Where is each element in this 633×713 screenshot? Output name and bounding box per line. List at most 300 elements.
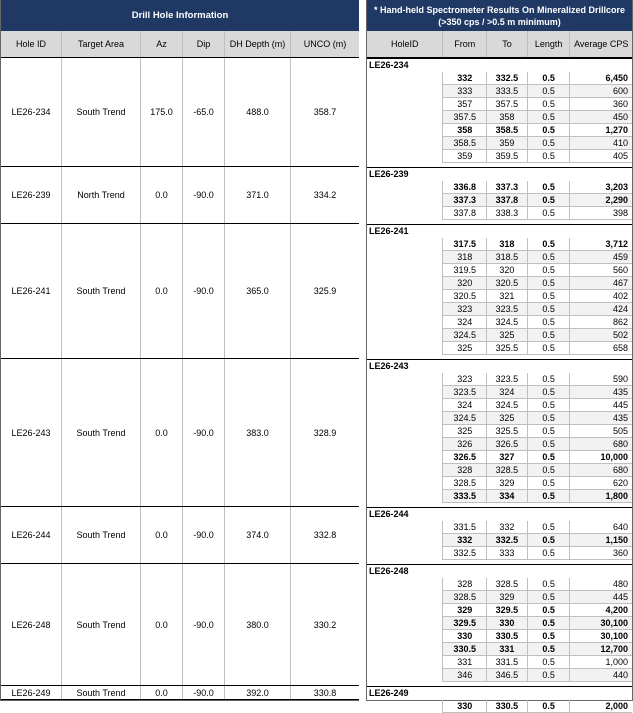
result-length-cell: 0.5 [528,238,571,251]
result-cps-cell: 12,700 [570,643,632,656]
result-to-cell: 324 [487,386,528,399]
result-length-cell: 0.5 [528,329,571,342]
result-from-cell: 324 [443,316,487,329]
header-dip: Dip [183,31,225,57]
result-from-cell: 333.5 [443,490,487,503]
drill-hole-target-cell: South Trend [62,507,141,563]
result-from-cell: 357.5 [443,111,487,124]
result-to-cell: 333 [487,547,528,560]
drill-hole-az-cell: 0.0 [141,686,183,699]
result-row [367,669,632,682]
drill-hole-id-cell: LE26-241 [1,224,62,358]
result-from-cell: 323.5 [443,386,487,399]
drill-hole-table-header [1,31,359,58]
result-holeid-cell [367,124,443,137]
result-cps-cell: 1,150 [570,534,632,547]
result-cps-cell: 1,000 [570,656,632,669]
result-length-cell: 0.5 [528,490,571,503]
result-length-cell: 0.5 [528,251,571,264]
result-cps-cell: 10,000 [570,451,632,464]
result-to-cell: 330 [487,617,528,630]
result-from-cell: 329 [443,604,487,617]
drill-hole-row [1,224,359,359]
result-row [367,578,632,591]
result-from-cell: 337.8 [443,207,487,220]
result-from-cell: 325 [443,342,487,355]
result-to-cell: 329.5 [487,604,528,617]
result-holeid-cell [367,656,443,669]
header-hole-id: Hole ID [1,31,62,57]
result-cps-cell: 435 [570,412,632,425]
result-from-cell: 326.5 [443,451,487,464]
result-from-cell: 324.5 [443,412,487,425]
drill-hole-unco-cell: 330.8 [313,687,337,698]
result-cps-cell: 600 [570,85,632,98]
result-row [367,194,632,207]
drill-hole-dip-cell: -90.0 [183,224,225,358]
header-to: To [487,31,528,57]
result-row [367,251,632,264]
result-length-cell: 0.5 [528,464,571,477]
result-from-cell: 333 [443,85,487,98]
result-row [367,464,632,477]
result-holeid-cell [367,277,443,290]
result-to-cell: 332 [487,521,528,534]
result-to-cell: 318.5 [487,251,528,264]
result-cps-cell: 440 [570,669,632,682]
result-hole-label: LE26-244 [367,507,632,520]
result-holeid-cell [367,373,443,386]
result-from-cell: 319.5 [443,264,487,277]
result-length-cell: 0.5 [528,98,571,111]
result-cps-cell: 1,800 [570,490,632,503]
result-length-cell: 0.5 [528,303,571,316]
drill-hole-table-title [1,0,359,31]
drill-hole-dip-cell: -90.0 [183,359,225,506]
result-hole-label: LE26-234 [367,58,632,71]
result-length-cell: 0.5 [528,137,571,150]
result-cps-cell: 402 [570,290,632,303]
result-holeid-cell [367,477,443,490]
result-length-cell: 0.5 [528,72,571,85]
result-from-cell: 328 [443,464,487,477]
result-length-cell: 0.5 [528,386,571,399]
drill-hole-unco-cell: 332.8 [313,530,337,540]
result-row [367,72,632,85]
drill-hole-target-cell: South Trend [62,224,141,358]
result-from-cell: 318 [443,251,487,264]
result-cps-cell: 1,270 [570,124,632,137]
result-holeid-cell [367,451,443,464]
result-row [367,604,632,617]
result-holeid-cell [367,290,443,303]
result-length-cell: 0.5 [528,342,571,355]
drill-hole-az-cell: 0.0 [141,359,183,506]
result-holeid-cell [367,534,443,547]
result-row [367,303,632,316]
result-holeid-cell [367,194,443,207]
result-holeid-cell [367,316,443,329]
result-to-cell: 328.5 [487,464,528,477]
result-from-cell: 328.5 [443,477,487,490]
result-cps-cell: 480 [570,578,632,591]
result-to-cell: 325 [487,412,528,425]
result-length-cell: 0.5 [528,669,571,682]
spectrometer-title-line2: (>350 cps / >0.5 m minimum) [438,16,561,27]
result-length-cell: 0.5 [528,578,571,591]
result-holeid-cell [367,264,443,277]
result-row [367,386,632,399]
drill-hole-depth-cell: 374.0 [225,507,291,563]
result-length-cell: 0.5 [528,547,571,560]
drill-hole-row [1,58,359,167]
drill-hole-dip-cell: -90.0 [183,564,225,685]
result-row [367,342,632,355]
result-hole-label: LE26-243 [367,359,632,372]
result-row [367,207,632,220]
result-hole-label: LE26-249 [367,686,632,699]
result-row [367,412,632,425]
result-holeid-cell [367,303,443,316]
result-length-cell: 0.5 [528,85,571,98]
result-to-cell: 346.5 [487,669,528,682]
result-row [367,85,632,98]
result-to-cell: 320 [487,264,528,277]
result-row [367,150,632,163]
result-from-cell: 330.5 [443,643,487,656]
result-length-cell: 0.5 [528,124,571,137]
result-to-cell: 326.5 [487,438,528,451]
result-from-cell: 324 [443,399,487,412]
result-length-cell: 0.5 [528,290,571,303]
result-row [367,700,632,713]
result-row [367,111,632,124]
result-length-cell: 0.5 [528,111,571,124]
result-from-cell: 329.5 [443,617,487,630]
result-holeid-cell [367,412,443,425]
result-length-cell: 0.5 [528,438,571,451]
result-holeid-cell [367,604,443,617]
result-holeid-cell [367,150,443,163]
result-from-cell: 332 [443,534,487,547]
result-row [367,124,632,137]
result-holeid-cell [367,329,443,342]
drill-hole-dip-cell: -90.0 [183,507,225,563]
result-to-cell: 332.5 [487,72,528,85]
result-to-cell: 325 [487,329,528,342]
result-to-cell: 331 [487,643,528,656]
result-to-cell: 337.3 [487,181,528,194]
result-holeid-cell [367,630,443,643]
result-row [367,264,632,277]
result-to-cell: 324.5 [487,399,528,412]
drill-hole-target-cell: South Trend [62,686,141,699]
result-from-cell: 336.8 [443,181,487,194]
result-cps-cell: 590 [570,373,632,386]
result-from-cell: 331 [443,656,487,669]
result-holeid-cell [367,700,443,713]
result-holeid-cell [367,399,443,412]
result-cps-cell: 2,290 [570,194,632,207]
result-length-cell: 0.5 [528,399,571,412]
result-to-cell: 320.5 [487,277,528,290]
result-row [367,547,632,560]
result-to-cell: 321 [487,290,528,303]
result-holeid-cell [367,643,443,656]
result-holeid-cell [367,181,443,194]
result-row [367,630,632,643]
result-from-cell: 358 [443,124,487,137]
result-to-cell: 334 [487,490,528,503]
result-cps-cell: 658 [570,342,632,355]
result-holeid-cell [367,251,443,264]
result-from-cell: 328 [443,578,487,591]
result-row [367,656,632,669]
result-from-cell: 326 [443,438,487,451]
result-holeid-cell [367,207,443,220]
result-cps-cell: 360 [570,98,632,111]
result-to-cell: 338.3 [487,207,528,220]
header-from: From [443,31,487,57]
drill-hole-row [1,564,359,686]
header-holeid: HoleID [367,31,443,57]
result-holeid-cell [367,521,443,534]
result-cps-cell: 505 [570,425,632,438]
result-holeid-cell [367,386,443,399]
result-cps-cell: 30,100 [570,617,632,630]
result-cps-cell: 560 [570,264,632,277]
result-row [367,137,632,150]
result-from-cell: 331.5 [443,521,487,534]
drill-hole-id-cell: LE26-243 [1,359,62,506]
result-row [367,534,632,547]
result-from-cell: 324.5 [443,329,487,342]
result-to-cell: 323.5 [487,373,528,386]
result-cps-cell: 405 [570,150,632,163]
result-row [367,181,632,194]
result-from-cell: 332.5 [443,547,487,560]
result-cps-cell: 620 [570,477,632,490]
result-holeid-cell [367,85,443,98]
result-from-cell: 320.5 [443,290,487,303]
result-to-cell: 325.5 [487,342,528,355]
result-to-cell: 328.5 [487,578,528,591]
result-holeid-cell [367,578,443,591]
result-row [367,277,632,290]
result-row [367,238,632,251]
result-cps-cell: 450 [570,111,632,124]
result-holeid-cell [367,490,443,503]
result-to-cell: 359.5 [487,150,528,163]
result-holeid-cell [367,137,443,150]
result-to-cell: 325.5 [487,425,528,438]
result-to-cell: 329 [487,591,528,604]
result-from-cell: 317.5 [443,238,487,251]
result-row [367,521,632,534]
result-length-cell: 0.5 [528,412,571,425]
result-holeid-cell [367,111,443,124]
drill-hole-az-cell: 0.0 [141,507,183,563]
result-row [367,438,632,451]
result-length-cell: 0.5 [528,643,571,656]
result-hole-label: LE26-248 [367,564,632,577]
result-cps-cell: 502 [570,329,632,342]
drill-hole-target-cell: South Trend [62,564,141,685]
result-holeid-cell [367,547,443,560]
result-holeid-cell [367,98,443,111]
result-from-cell: 328.5 [443,591,487,604]
result-to-cell: 327 [487,451,528,464]
header-target-area: Target Area [62,31,141,57]
result-length-cell: 0.5 [528,591,571,604]
result-cps-cell: 360 [570,547,632,560]
result-cps-cell: 459 [570,251,632,264]
drill-hole-az-cell: 0.0 [141,167,183,223]
result-cps-cell: 467 [570,277,632,290]
result-hole-label: LE26-239 [367,167,632,180]
spectrometer-table-title [367,0,632,31]
drill-hole-id-cell: LE26-239 [1,167,62,223]
result-length-cell: 0.5 [528,194,571,207]
result-holeid-cell [367,238,443,251]
result-length-cell: 0.5 [528,181,571,194]
result-cps-cell: 640 [570,521,632,534]
drill-hole-row [1,167,359,224]
result-to-cell: 357.5 [487,98,528,111]
result-from-cell: 358.5 [443,137,487,150]
result-length-cell: 0.5 [528,656,571,669]
result-row [367,591,632,604]
result-length-cell: 0.5 [528,425,571,438]
result-holeid-cell [367,342,443,355]
result-from-cell: 332 [443,72,487,85]
result-row [367,451,632,464]
drill-hole-target-cell: South Trend [62,359,141,506]
result-to-cell: 332.5 [487,534,528,547]
result-to-cell: 331.5 [487,656,528,669]
result-row [367,98,632,111]
drill-hole-id-cell: LE26-248 [1,564,62,685]
result-cps-cell: 30,100 [570,630,632,643]
drill-hole-table-title-text: Drill Hole Information [131,10,229,21]
result-length-cell: 0.5 [528,617,571,630]
result-cps-cell: 2,000 [570,700,632,713]
drill-hole-depth-cell: 365.0 [225,224,291,358]
result-length-cell: 0.5 [528,534,571,547]
result-length-cell: 0.5 [528,451,571,464]
result-length-cell: 0.5 [528,264,571,277]
result-from-cell: 320 [443,277,487,290]
result-length-cell: 0.5 [528,150,571,163]
result-cps-cell: 3,712 [570,238,632,251]
result-length-cell: 0.5 [528,700,571,713]
result-cps-cell: 445 [570,591,632,604]
drill-hole-target-cell: South Trend [62,58,141,166]
drill-hole-id-cell: LE26-234 [1,58,62,166]
drill-hole-depth-cell: 392.0 [225,686,291,699]
drill-hole-az-cell: 0.0 [141,224,183,358]
result-row [367,399,632,412]
result-from-cell: 359 [443,150,487,163]
result-cps-cell: 862 [570,316,632,329]
result-from-cell: 330 [443,630,487,643]
result-to-cell: 358 [487,111,528,124]
drill-hole-unco-cell: 358.7 [313,107,337,117]
result-row [367,477,632,490]
result-row [367,290,632,303]
result-from-cell: 330 [443,700,487,713]
drill-hole-dip-cell: -90.0 [183,686,225,699]
drill-hole-unco-cell: 330.2 [313,619,337,630]
result-holeid-cell [367,72,443,85]
result-cps-cell: 424 [570,303,632,316]
result-holeid-cell [367,617,443,630]
header-dh-depth: DH Depth (m) [225,31,291,57]
result-to-cell: 323.5 [487,303,528,316]
header-length: Length [528,31,571,57]
drill-hole-unco-cell: 328.9 [313,427,337,438]
header-unco: UNCO (m) [303,39,347,49]
result-cps-cell: 6,450 [570,72,632,85]
result-cps-cell: 435 [570,386,632,399]
result-row [367,316,632,329]
result-length-cell: 0.5 [528,521,571,534]
drill-hole-row [1,686,359,700]
result-from-cell: 357 [443,98,487,111]
spectrometer-results-table [366,0,633,711]
drill-hole-az-cell: 0.0 [141,564,183,685]
result-row [367,329,632,342]
drill-hole-target-cell: North Trend [62,167,141,223]
result-row [367,643,632,656]
drill-hole-id-cell: LE26-244 [1,507,62,563]
result-holeid-cell [367,669,443,682]
result-row [367,425,632,438]
drill-hole-depth-cell: 371.0 [225,167,291,223]
header-average-cps: Average CPS [574,39,629,49]
result-to-cell: 330.5 [487,630,528,643]
result-to-cell: 359 [487,137,528,150]
result-cps-cell: 398 [570,207,632,220]
drill-hole-unco-cell: 334.2 [313,190,337,200]
result-to-cell: 337.8 [487,194,528,207]
result-holeid-cell [367,425,443,438]
result-cps-cell: 410 [570,137,632,150]
header-az: Az [141,31,183,57]
spectrometer-title-line1: * Hand-held Spectrometer Results On Mineralized Drillcore [373,4,626,15]
result-to-cell: 333.5 [487,85,528,98]
result-row [367,490,632,503]
drill-hole-unco-cell: 325.9 [313,286,337,296]
result-from-cell: 346 [443,669,487,682]
drill-hole-row [1,507,359,564]
result-length-cell: 0.5 [528,630,571,643]
result-length-cell: 0.5 [528,207,571,220]
drill-hole-dip-cell: -65.0 [183,58,225,166]
drill-hole-depth-cell: 383.0 [225,359,291,506]
result-from-cell: 323 [443,373,487,386]
result-length-cell: 0.5 [528,277,571,290]
result-to-cell: 318 [487,238,528,251]
result-cps-cell: 680 [570,464,632,477]
result-holeid-cell [367,464,443,477]
drill-hole-dip-cell: -90.0 [183,167,225,223]
result-length-cell: 0.5 [528,604,571,617]
result-hole-label: LE26-241 [367,224,632,237]
drill-hole-az-cell: 175.0 [141,58,183,166]
result-length-cell: 0.5 [528,373,571,386]
drill-hole-id-cell: LE26-249 [1,686,62,699]
